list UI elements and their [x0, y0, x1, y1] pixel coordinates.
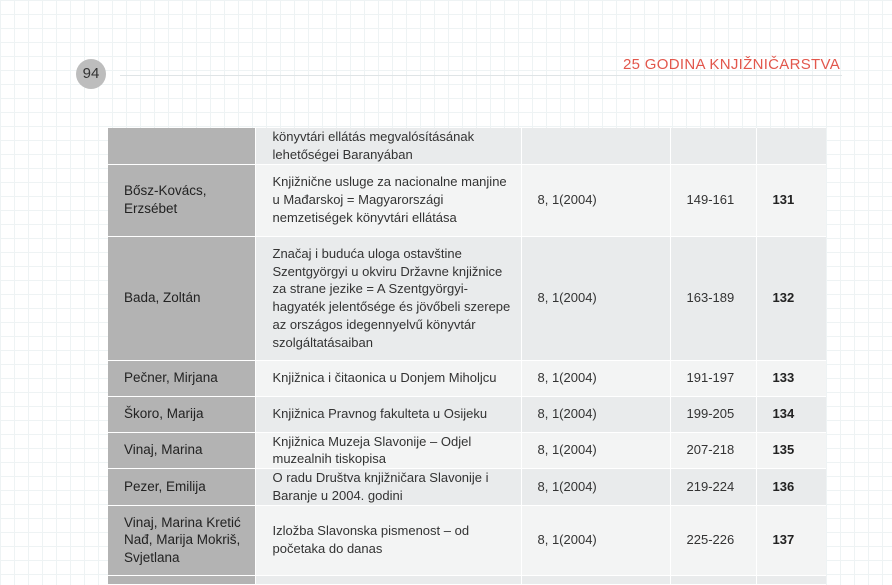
source-cell: 8, 1(2004) [521, 505, 670, 575]
number-cell: 134 [756, 396, 826, 432]
bibliography-table [108, 128, 826, 585]
number-cell [756, 128, 826, 164]
source-cell: 8, 1(2004) [521, 432, 670, 469]
title-cell: Knjižnične usluge za nacionalne manjine u Mađarskoj = Magyarországi nemzetiségek könyvtári ellátása [255, 164, 521, 236]
pages-cell: 219-224 [670, 469, 756, 506]
number-cell: 131 [756, 164, 826, 236]
title-cell: könyvtári ellátás megvalósításának lehetőségei Baranyában [255, 128, 521, 164]
source-cell: 8, 1(2004) [521, 360, 670, 396]
table-row [108, 236, 826, 360]
title-cell: O radu Društva knjižničara Slavonije i Baranje u 2004. godini [255, 469, 521, 506]
pages-cell: 163-189 [670, 236, 756, 360]
table-row [108, 432, 826, 469]
pages-cell: 149-161 [670, 164, 756, 236]
author-cell [108, 128, 255, 164]
number-cell: 136 [756, 469, 826, 506]
running-header-title: 25 GODINA KNJIŽNIČARSTVA [623, 56, 840, 73]
title-cell: Izložba Slavonska pismenost – od početaka do danas [255, 505, 521, 575]
number-cell: 135 [756, 432, 826, 469]
header-rule [120, 75, 842, 76]
author-cell: Vinaj, Marina [108, 432, 255, 469]
pages-cell [670, 128, 756, 164]
pages-cell: 199-205 [670, 396, 756, 432]
table-row [108, 128, 826, 164]
pages-cell: 207-218 [670, 432, 756, 469]
page-number: 94 [76, 59, 106, 89]
title-cell: Knjižnica Muzeja Slavonije – Odjel muzealnih tiskopisa [255, 432, 521, 469]
author-cell: Bada, Zoltán [108, 236, 255, 360]
pages-cell: 191-197 [670, 360, 756, 396]
author-cell: Bősz-Kovács, Erzsébet [108, 164, 255, 236]
author-cell: Pečner, Mirjana [108, 360, 255, 396]
title-cell: Knjižnica Pravnog fakulteta u Osijeku [255, 396, 521, 432]
table-row [108, 164, 826, 236]
source-cell: 8, 1(2004) [521, 164, 670, 236]
table-row [108, 505, 826, 575]
number-cell: 133 [756, 360, 826, 396]
source-cell: 8, 1(2004) [521, 236, 670, 360]
pages-cell: 225-226 [670, 505, 756, 575]
source-cell [521, 128, 670, 164]
author-cell: Pezer, Emilija [108, 469, 255, 506]
title-cell: Knjižnica i čitaonica u Donjem Miholjcu [255, 360, 521, 396]
table-row [108, 360, 826, 396]
source-cell: 8, 1(2004) [521, 396, 670, 432]
number-cell: 132 [756, 236, 826, 360]
table-row [108, 396, 826, 432]
title-cell: Značaj i buduća uloga ostavštine Szentgyörgyi u okviru Državne knjižnice za strane jezike = A Szentgyörgyi-hagyaték jelentősége és jövőbeli szerepe az országos idegennyelvű könyvtár szolgáltatásaiban [255, 236, 521, 360]
source-cell: 8, 1(2004) [521, 469, 670, 506]
author-cell: Vinaj, Marina Kretić Nađ, Marija Mokriš, Svjetlana [108, 505, 255, 575]
number-cell: 137 [756, 505, 826, 575]
table-row [108, 469, 826, 506]
author-cell: Škoro, Marija [108, 396, 255, 432]
